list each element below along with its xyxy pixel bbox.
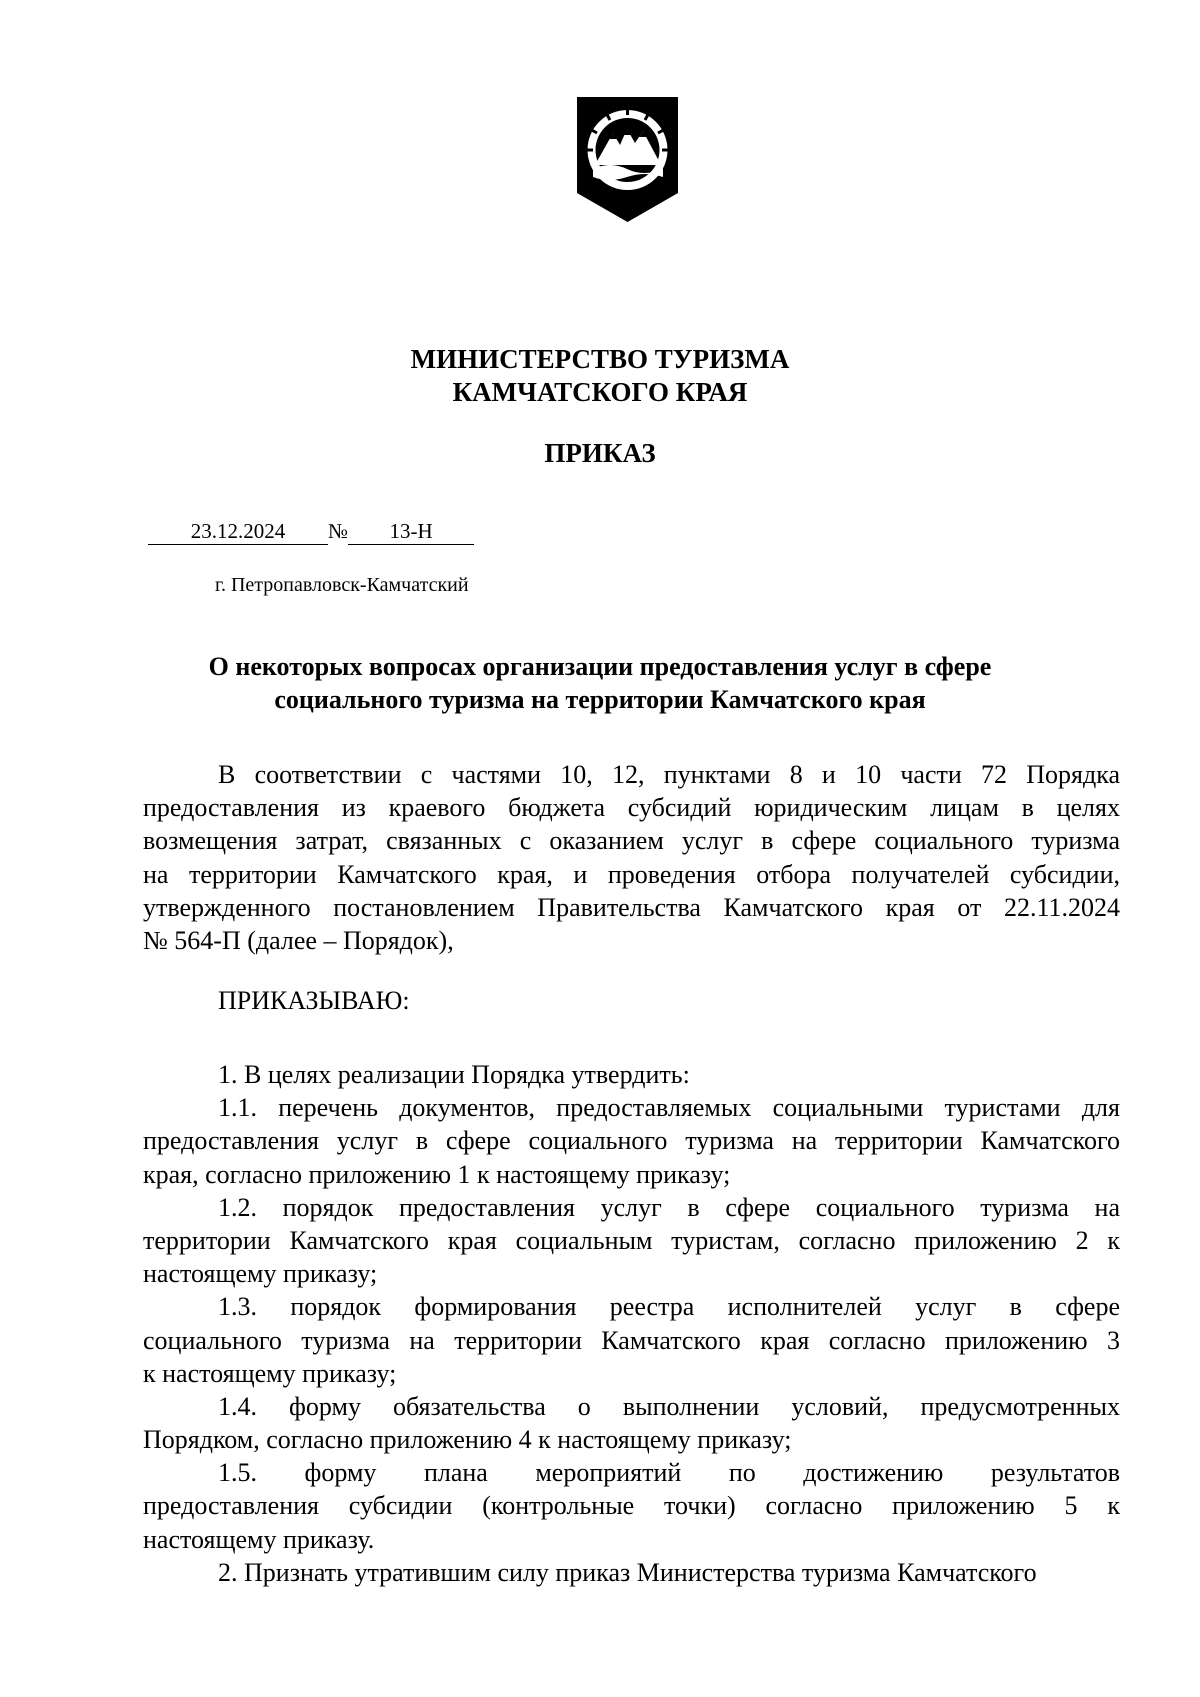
item-line: предоставления субсидии (контрольные точки) согласно приложению 5 к <box>143 1491 1120 1521</box>
item-line: к настоящему приказу; <box>143 1358 397 1388</box>
item-line: 1.4. форму обязательства о выполнении условий, предусмотренных <box>218 1391 1120 1421</box>
preamble-line: предоставления из краевого бюджета субсидий юридическим лицам в целях <box>143 793 1120 823</box>
preamble-line: № 564-П (далее – Порядок), <box>143 925 454 955</box>
item-line: края, согласно приложению 1 к настоящему приказу; <box>143 1159 731 1189</box>
item-line: 1.1. перечень документов, предоставляемых социальными туристами для <box>218 1093 1120 1123</box>
preamble-line: на территории Камчатского края, и проведения отбора получателей субсидии, <box>143 859 1120 889</box>
item-line: настоящему приказу; <box>143 1259 378 1289</box>
orders-word-text: ПРИКАЗЫВАЮ: <box>218 986 410 1015</box>
orders-word <box>143 984 1120 1017</box>
order-date: 23.12.2024 <box>148 518 328 545</box>
item-line: 2. Признать утратившим силу приказ Министерства туризма Камчатского <box>218 1557 1037 1587</box>
item-line: социального туризма на территории Камчатского края согласно приложению 3 <box>143 1325 1120 1355</box>
preamble-line: В соответствии с частями 10, 12, пунктами 8 и 10 части 72 Порядка <box>218 760 1120 789</box>
kamchatka-coat-of-arms-icon <box>575 95 680 222</box>
number-sign: № <box>328 519 349 543</box>
preamble-line: утвержденного постановлением Правительства Камчатского края от 22.11.2024 <box>143 892 1120 922</box>
item-line: предоставления услуг в сфере социального туризма на территории Камчатского <box>143 1126 1120 1156</box>
item-line: 1.2. порядок предоставления услуг в сфере социального туризма на <box>218 1192 1120 1222</box>
document-title-line-2: социального туризма на территории Камчатского края <box>274 685 926 714</box>
document-title-line-1: О некоторых вопросах организации предоставления услуг в сфере <box>208 652 992 681</box>
order-number: 13-Н <box>348 518 474 545</box>
preamble-paragraph <box>143 758 1120 957</box>
city: г. Петропавловск-Камчатский <box>215 574 469 596</box>
document-type: ПРИКАЗ <box>544 438 656 468</box>
ministry-name-line-2: КАМЧАТСКОГО КРАЯ <box>452 377 748 407</box>
date-number-line <box>148 518 474 545</box>
item-line: территории Камчатского края социальным туристам, согласно приложению 2 к <box>143 1225 1120 1255</box>
item-line: настоящему приказу. <box>143 1524 375 1554</box>
order-items <box>143 1058 1120 1589</box>
item-line: 1. В целях реализации Порядка утвердить: <box>218 1060 690 1089</box>
item-line: 1.3. порядок формирования реестра исполнителей услуг в сфере <box>218 1292 1120 1322</box>
ministry-name-line-1: МИНИСТЕРСТВО ТУРИЗМА <box>410 344 790 374</box>
item-line: 1.5. форму плана мероприятий по достижению результатов <box>218 1458 1120 1488</box>
item-line: Порядком, согласно приложению 4 к настоящему приказу; <box>143 1425 792 1455</box>
preamble-line: возмещения затрат, связанных с оказанием услуг в сфере социального туризма <box>143 826 1120 856</box>
